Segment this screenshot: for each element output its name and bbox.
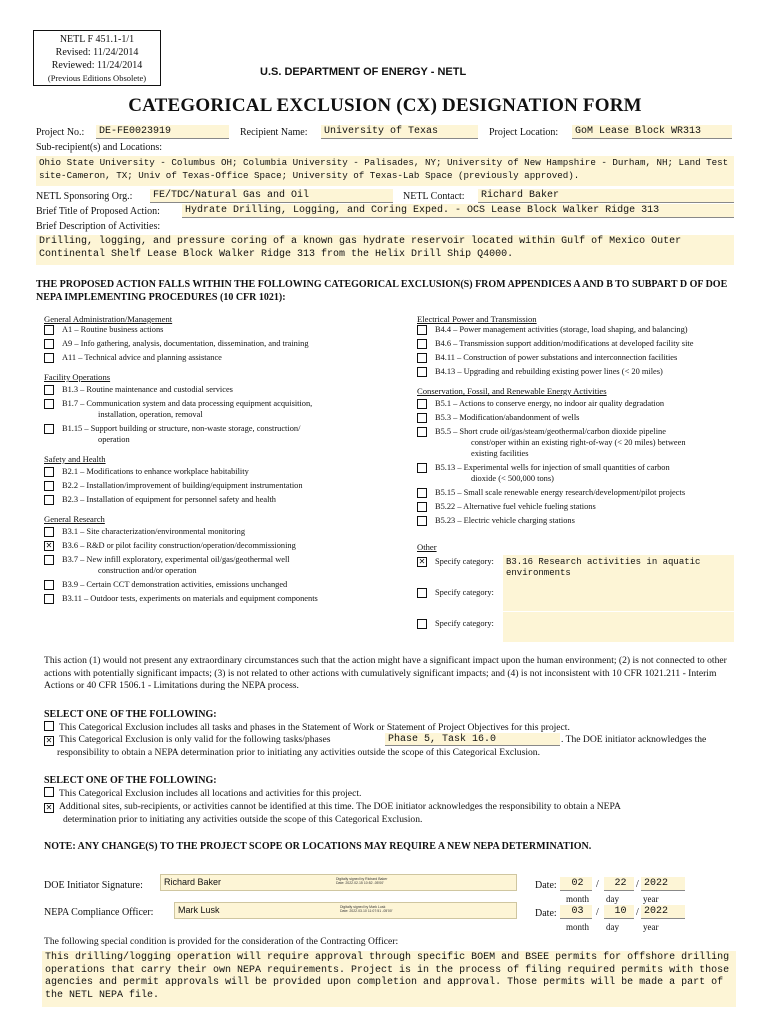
subrecipients-field[interactable]: Ohio State University - Columbus OH; Columbia University - Palisades, NY; University of New Hampshire - Durham, NH; Land Test site-Cameron, TX; Univ of Texas-Office Space; University of Texas-Lab Space (previously approved).	[36, 156, 734, 186]
revised-date: Revised: 11/24/2014	[55, 47, 139, 58]
group-heading-research: General Research	[44, 514, 105, 524]
tasks-phases-field[interactable]: Phase 5, Task 16.0	[385, 733, 560, 746]
checkbox[interactable]	[417, 588, 427, 598]
checkbox[interactable]	[417, 339, 427, 349]
form-number: NETL F 451.1-1/1	[59, 34, 135, 45]
checkbox-checked[interactable]: ✕	[45, 803, 53, 812]
cx-item-b3-11[interactable]: B3.11 – Outdoor tests, experiments on materials and equipment components	[44, 593, 409, 604]
cx-item-b4-4[interactable]: B4.4 – Power management activities (storage, load shaping, and balancing)	[417, 324, 747, 335]
checkbox[interactable]	[417, 367, 427, 377]
select2-option-2-line2: determination prior to initiating any activities outside the scope of this Categorical Exclusion.	[63, 814, 423, 825]
date2-month[interactable]: 03	[560, 905, 592, 919]
officer-signature-label: NEPA Compliance Officer:	[44, 907, 154, 918]
select2-option-1[interactable]: This Categorical Exclusion includes all locations and activities for this project.	[44, 787, 744, 801]
reviewed-date: Reviewed: 11/24/2014	[51, 60, 143, 71]
group-heading-admin: General Administration/Management	[44, 314, 173, 324]
date2-day[interactable]: 10	[604, 905, 634, 919]
other-category-field-3[interactable]	[503, 612, 734, 642]
group-heading-facility: Facility Operations	[44, 372, 111, 382]
sponsoring-org-field[interactable]: FE/TDC/Natural Gas and Oil	[150, 189, 393, 203]
brief-description-label: Brief Description of Activities:	[36, 221, 161, 232]
cx-item-b3-6[interactable]: ✕ B3.6 – R&D or pilot facility construction/operation/decommissioning	[45, 541, 296, 550]
other-item-1[interactable]: ✕ Specify category:	[418, 557, 494, 566]
project-no-field[interactable]: DE-FE0023919	[96, 125, 229, 139]
cx-item-b3-7[interactable]: B3.7 – New infill exploratory, experimental oil/gas/geothermal well construction and/or operation	[44, 554, 409, 576]
group-heading-electrical: Electrical Power and Transmission	[417, 314, 537, 324]
officer-signature-field[interactable]	[174, 902, 517, 919]
sponsoring-org-label: NETL Sponsoring Org.:	[36, 191, 133, 202]
checkbox[interactable]	[44, 787, 54, 797]
group-heading-other: Other	[417, 542, 437, 552]
checkbox[interactable]	[44, 325, 54, 335]
checkbox[interactable]	[44, 594, 54, 604]
location-field[interactable]: GoM Lease Block WR313	[572, 125, 732, 139]
project-no-label: Project No.:	[36, 127, 85, 138]
checkbox-checked[interactable]: ✕	[418, 557, 426, 566]
cx-item-b2-1[interactable]: B2.1 – Modifications to enhance workplace habitability	[44, 466, 409, 477]
checkbox[interactable]	[417, 399, 427, 409]
cx-item-b5-5[interactable]: B5.5 – Short crude oil/gas/steam/geothermal/carbon dioxide pipeline const/oper within an existing right-of-way (< 20 miles) between existing facilities	[417, 426, 747, 459]
checkbox[interactable]	[44, 481, 54, 491]
group-heading-safety: Safety and Health	[44, 454, 106, 464]
initiator-name: Richard Baker	[164, 877, 222, 887]
checkbox-checked[interactable]: ✕	[45, 541, 53, 550]
checkbox[interactable]	[417, 427, 427, 437]
cx-item-b4-6[interactable]: B4.6 – Transmission support addition/modifications at developed facility site	[417, 338, 747, 349]
select1-option-1[interactable]: This Categorical Exclusion includes all tasks and phases in the Statement of Work or Statement of Project Objectives for this project.	[44, 721, 744, 735]
date2-year-caption: year	[643, 922, 659, 932]
checkbox[interactable]	[44, 353, 54, 363]
checkbox-checked[interactable]: ✕	[45, 736, 53, 745]
recipient-field[interactable]: University of Texas	[321, 125, 478, 139]
netl-contact-field[interactable]: Richard Baker	[478, 189, 734, 203]
action-paragraph: This action (1) would not present any extraordinary circumstances such that the action might have a significant impact upon the human environment; (2) is not connected to other actions with potentially significant impacts; (3) is not related to other actions with cumulatively significant impacts; and (4) is not inconsistent with 10 CFR 1021.211 - Interim Actions or 40 CFR 1506.1 - Limitations during the NEPA process.	[44, 655, 727, 691]
cx-item-a11[interactable]: A11 – Technical advice and planning assistance	[44, 352, 409, 363]
right-cx-column	[417, 314, 747, 526]
cx-item-b1-7[interactable]: B1.7 – Communication system and data processing equipment acquisition, installation, operation, removal	[44, 398, 409, 420]
cx-item-b2-3[interactable]: B2.3 – Installation of equipment for personnel safety and health	[44, 494, 409, 505]
cx-item-b3-9[interactable]: B3.9 – Certain CCT demonstration activities, emissions unchanged	[44, 579, 409, 590]
checkbox[interactable]	[417, 353, 427, 363]
cx-item-b3-1[interactable]: B3.1 – Site characterization/environmental monitoring	[44, 526, 409, 537]
date1-year-caption: year	[643, 894, 659, 904]
date1-slash-2: /	[636, 879, 639, 890]
date2-day-caption: day	[606, 922, 619, 932]
checkbox[interactable]	[417, 463, 427, 473]
checkbox[interactable]	[44, 385, 54, 395]
checkbox[interactable]	[417, 516, 427, 526]
select1-option-2-line2: responsibility to obtain a NEPA determination prior to initiating any activities outside the scope of this Categorical Exclusion.	[57, 747, 540, 758]
location-label: Project Location:	[489, 127, 559, 138]
cx-item-b5-23[interactable]: B5.23 – Electric vehicle charging stations	[417, 515, 747, 526]
date2-slash-2: /	[636, 907, 639, 918]
cx-item-b5-15[interactable]: B5.15 – Small scale renewable energy research/development/pilot projects	[417, 487, 747, 498]
date-label-2: Date:	[535, 908, 557, 919]
checkbox[interactable]	[417, 325, 427, 335]
cx-item-b5-3[interactable]: B5.3 – Modification/abandonment of wells	[417, 412, 747, 423]
select-one-heading-1: SELECT ONE OF THE FOLLOWING:	[44, 709, 217, 720]
other-item-2[interactable]: Specify category:	[417, 587, 507, 598]
scope-change-note: NOTE: ANY CHANGE(S) TO THE PROJECT SCOPE OR LOCATIONS MAY REQUIRE A NEW NEPA DETERMINATION.	[44, 841, 592, 852]
cx-item-b4-11[interactable]: B4.11 – Construction of power substations and interconnection facilities	[417, 352, 747, 363]
checkbox[interactable]	[417, 502, 427, 512]
initiator-digital-signature: Digitally signed by Richard Baker Date: 2022.02.15 10:52 -05'00'	[336, 877, 388, 885]
netl-contact-label: NETL Contact:	[403, 191, 465, 202]
obsolete-note: (Previous Editions Obsolete)	[47, 73, 147, 83]
form-id-box	[33, 30, 161, 86]
special-condition-label: The following special condition is provided for the consideration of the Contracting Officer:	[44, 936, 399, 947]
select2-option-2[interactable]: ✕ Additional sites, sub-recipients, or activities cannot be identified at this time. The DOE initiator acknowledges the responsibility to obtain a NEPA	[45, 801, 621, 812]
date1-month-caption: month	[566, 894, 590, 904]
checkbox[interactable]	[44, 399, 54, 409]
checkbox[interactable]	[44, 424, 54, 434]
cx-item-b5-13[interactable]: B5.13 – Experimental wells for injection of small quantities of carbon dioxide (< 500,000 tons)	[417, 462, 747, 484]
initiator-signature-label: DOE Initiator Signature:	[44, 880, 143, 891]
cx-item-b1-3[interactable]: B1.3 – Routine maintenance and custodial services	[44, 384, 409, 395]
recipient-label: Recipient Name:	[240, 127, 308, 138]
officer-digital-signature: Digitally signed by Mark Lusk Date: 2022.03.10 11:07:51 -05'00'	[340, 905, 393, 913]
subrecipients-label: Sub-recipient(s) and Locations:	[36, 142, 163, 153]
cx-item-b1-15[interactable]: B1.15 – Support building or structure, non-waste storage, construction/ operation	[44, 423, 409, 445]
checkbox[interactable]	[44, 555, 54, 565]
checkbox[interactable]	[44, 721, 54, 731]
other-category-field-2-bg[interactable]	[503, 581, 734, 611]
cx-item-b5-22[interactable]: B5.22 – Alternative fuel vehicle fueling stations	[417, 501, 747, 512]
officer-name: Mark Lusk	[178, 905, 220, 915]
brief-description-field[interactable]: Drilling, logging, and pressure coring of a known gas hydrate reservoir located within Gulf of Mexico Outer Continental Shelf Lease Block Walker Ridge 313 from the Helix Drill Ship Q4000.	[36, 235, 734, 265]
checkbox[interactable]	[417, 488, 427, 498]
other-item-3[interactable]: Specify category:	[417, 618, 507, 629]
date1-day[interactable]: 22	[604, 877, 634, 891]
date1-month[interactable]: 02	[560, 877, 592, 891]
checkbox[interactable]	[417, 413, 427, 423]
left-cx-column	[44, 314, 409, 604]
select-one-heading-2: SELECT ONE OF THE FOLLOWING:	[44, 775, 217, 786]
select1-option-2[interactable]: ✕ This Categorical Exclusion is only valid for the following tasks/phases	[45, 734, 331, 745]
date-label-1: Date:	[535, 880, 557, 891]
department-name: U.S. DEPARTMENT OF ENERGY - NETL	[260, 66, 467, 78]
checkbox[interactable]	[44, 467, 54, 477]
brief-title-field[interactable]: Hydrate Drilling, Logging, and Coring Exped. - OCS Lease Block Walker Ridge 313	[182, 204, 734, 218]
checkbox[interactable]	[417, 619, 427, 629]
cx-heading: THE PROPOSED ACTION FALLS WITHIN THE FOLLOWING CATEGORICAL EXCLUSION(S) FROM APPENDICES A AND B TO SUBPART D OF DOE NEPA IMPLEMENTING PROCEDURES (10 CFR 1021):	[36, 279, 728, 303]
checkbox[interactable]	[44, 580, 54, 590]
cx-item-a9[interactable]: A9 – Info gathering, analysis, documentation, dissemination, and training	[44, 338, 409, 349]
special-condition-field[interactable]: This drilling/logging operation will require approval through specific BOEM and BSEE permits for offshore drilling operations that carry their own NEPA requirements. Project is in the process of filing required permits with those agencies and permit approvals will be provided upon completion and approval. Those permits will be made a part of the NETL NEPA file.	[42, 951, 736, 1007]
date2-month-caption: month	[566, 922, 590, 932]
cx-item-b4-13[interactable]: B4.13 – Upgrading and rebuilding existing power lines (< 20 miles)	[417, 366, 747, 377]
date2-year[interactable]: 2022	[641, 905, 685, 919]
date2-slash-1: /	[596, 907, 599, 918]
checkbox[interactable]	[44, 527, 54, 537]
date1-day-caption: day	[606, 894, 619, 904]
brief-title-label: Brief Title of Proposed Action:	[36, 206, 160, 217]
initiator-signature-field[interactable]	[160, 874, 517, 891]
date1-year[interactable]: 2022	[641, 877, 685, 891]
date1-slash-1: /	[596, 879, 599, 890]
group-heading-conservation: Conservation, Fossil, and Renewable Energy Activities	[417, 386, 607, 396]
cx-item-b2-2[interactable]: B2.2 – Installation/improvement of building/equipment instrumentation	[44, 480, 409, 491]
other-category-field-1[interactable]: B3.16 Research activities in aquatic environments	[503, 555, 734, 581]
cx-item-a1[interactable]: A1 – Routine business actions	[44, 324, 409, 335]
form-title: CATEGORICAL EXCLUSION (CX) DESIGNATION FORM	[128, 95, 642, 116]
checkbox[interactable]	[44, 339, 54, 349]
select1-option-2-post: . The DOE initiator acknowledges the	[561, 734, 707, 745]
cx-item-b5-1[interactable]: B5.1 – Actions to conserve energy, no indoor air quality degradation	[417, 398, 747, 409]
checkbox[interactable]	[44, 495, 54, 505]
